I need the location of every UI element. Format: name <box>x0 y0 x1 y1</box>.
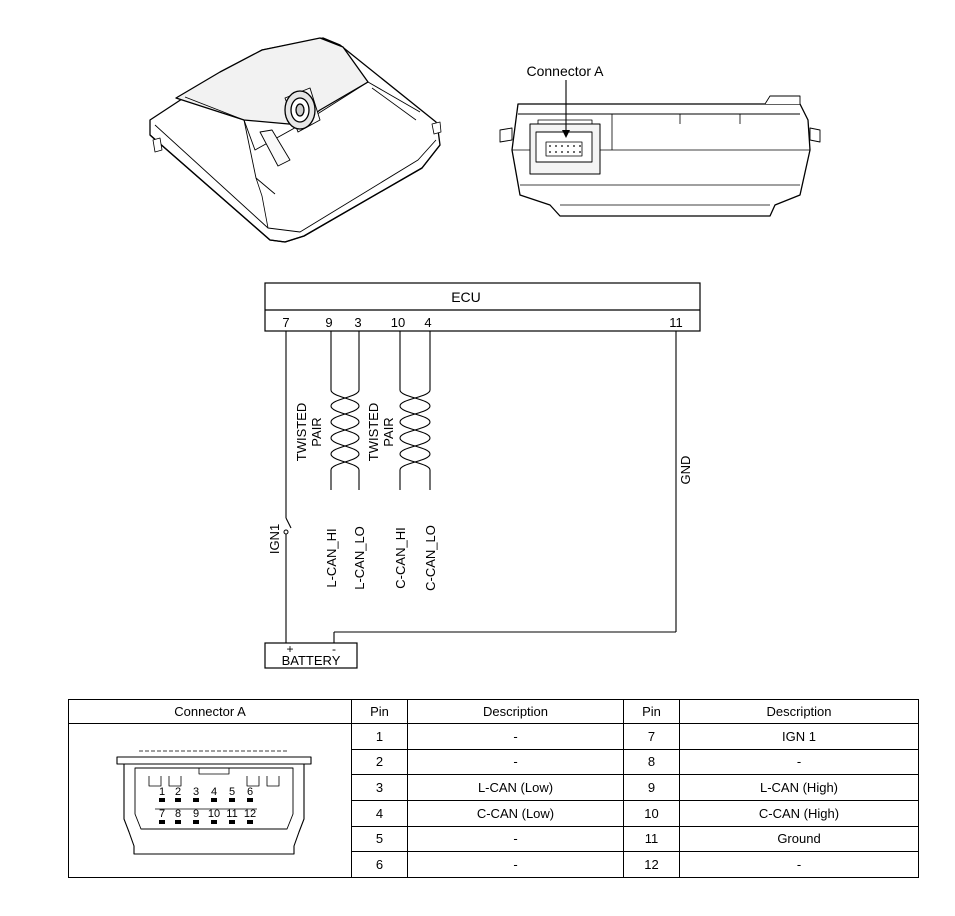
pin-cell: 12 <box>624 852 680 878</box>
battery-plus-terminal: + <box>286 642 294 656</box>
pin-cell: 6 <box>352 852 408 878</box>
ign1-label: IGN1 <box>267 523 282 555</box>
ecu-pin-7: 7 <box>282 315 290 330</box>
pin-cell: 5 <box>352 826 408 852</box>
battery-minus-terminal: - <box>332 642 336 656</box>
header-pin-b: Pin <box>624 700 680 724</box>
pin-cell: 2 <box>352 749 408 775</box>
connector-pin-label: 7 <box>158 808 166 820</box>
c-can-lo-label: C-CAN_LO <box>423 525 438 591</box>
ecu-pin-4: 4 <box>424 315 432 330</box>
ign1-wire <box>286 331 291 643</box>
connector-pin-label: 2 <box>174 786 182 798</box>
pin-cell: 10 <box>624 800 680 826</box>
c-can-twisted-pair <box>400 331 430 490</box>
connector-pin-label: 11 <box>226 808 238 820</box>
connector-pin-label: 10 <box>207 808 221 820</box>
ecu-pin-11: 11 <box>669 315 683 330</box>
twisted-pair-label-c-line2: PAIR <box>381 417 396 447</box>
connector-pin-label: 8 <box>174 808 182 820</box>
header-description-a: Description <box>408 700 624 724</box>
header-connector-a: Connector A <box>69 700 352 724</box>
l-can-twisted-pair <box>331 331 359 490</box>
description-cell: - <box>408 826 624 852</box>
pin-cell: 8 <box>624 749 680 775</box>
connector-pin-label: 5 <box>228 786 236 798</box>
table-row <box>69 724 919 750</box>
ecu-unit-illustration <box>150 38 441 242</box>
l-can-hi-label: L-CAN_HI <box>324 528 339 588</box>
connector-pin-label: 3 <box>192 786 200 798</box>
description-cell: - <box>408 852 624 878</box>
pin-description-table <box>68 699 919 878</box>
ecu-label: ECU <box>451 289 481 305</box>
connector-pin-label: 4 <box>210 786 218 798</box>
description-cell: C-CAN (High) <box>680 800 919 826</box>
c-can-hi-label: C-CAN_HI <box>393 527 408 589</box>
connector-a-face-drawing <box>69 724 352 874</box>
ecu-pin-3: 3 <box>354 315 362 330</box>
pin-cell: 9 <box>624 775 680 801</box>
header-pin-a: Pin <box>352 700 408 724</box>
ign1-switch-contact <box>284 530 288 534</box>
gnd-wire <box>334 331 676 643</box>
description-cell: Ground <box>680 826 919 852</box>
connector-pin-label: 12 <box>243 808 257 820</box>
description-cell: - <box>680 852 919 878</box>
ecu-side-view-illustration <box>500 80 820 216</box>
description-cell: L-CAN (High) <box>680 775 919 801</box>
pin-cell: 7 <box>624 724 680 750</box>
connector-pin-label: 9 <box>192 808 200 820</box>
header-description-b: Description <box>680 700 919 724</box>
twisted-pair-label-c-line1: TWISTED <box>366 402 381 462</box>
connector-pin-label: 1 <box>158 786 166 798</box>
pin-cell: 1 <box>352 724 408 750</box>
gnd-label: GND <box>678 455 693 485</box>
l-can-lo-label: L-CAN_LO <box>352 526 367 590</box>
connector-a-callout-label: Connector A <box>526 63 604 79</box>
connector-a-face-cell <box>69 724 352 878</box>
description-cell: IGN 1 <box>680 724 919 750</box>
description-cell: - <box>680 749 919 775</box>
twisted-pair-label-l-line1: TWISTED <box>294 402 309 462</box>
twisted-pair-label-l-line2: PAIR <box>309 417 324 447</box>
description-cell: C-CAN (Low) <box>408 800 624 826</box>
description-cell: L-CAN (Low) <box>408 775 624 801</box>
table-header-row <box>69 700 919 724</box>
pin-cell: 4 <box>352 800 408 826</box>
connector-pin-label: 6 <box>246 786 254 798</box>
battery-label: BATTERY <box>281 653 341 668</box>
pin-cell: 3 <box>352 775 408 801</box>
description-cell: - <box>408 724 624 750</box>
description-cell: - <box>408 749 624 775</box>
ecu-pin-10: 10 <box>390 315 406 330</box>
pin-cell: 11 <box>624 826 680 852</box>
ecu-pin-9: 9 <box>325 315 333 330</box>
